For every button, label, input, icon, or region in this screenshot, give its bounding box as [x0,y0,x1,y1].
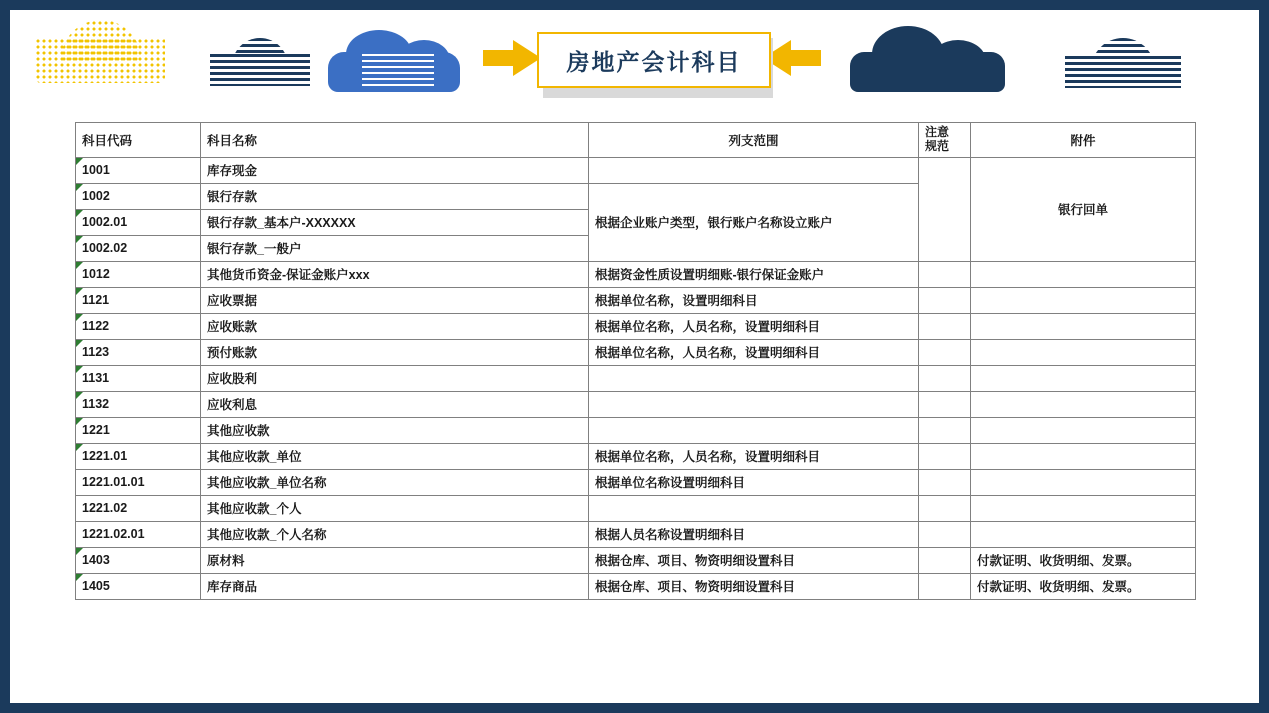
cell-scope: 根据单位名称设置明细科目 [589,469,919,495]
cell-name: 应收股利 [201,365,589,391]
table-row [76,547,1196,573]
cell-note [919,313,971,339]
cell-name: 其他货币资金-保证金账户xxx [201,261,589,287]
cell-code: 1132 [76,391,201,417]
cell-attachment: 付款证明、收货明细、发票。 [971,547,1196,573]
account-table-container [75,122,1195,600]
dotted-cloud-icon [35,20,165,85]
cell-scope: 根据单位名称，人员名称，设置明细科目 [589,313,919,339]
title-box [537,32,771,88]
cell-attachment [971,287,1196,313]
cell-code: 1131 [76,365,201,391]
cell-attachment [971,339,1196,365]
cell-name: 预付账款 [201,339,589,365]
table-row [76,495,1196,521]
cell-code: 1002.02 [76,235,201,261]
cell-scope: 根据仓库、项目、物资明细设置科目 [589,547,919,573]
cell-name: 应收账款 [201,313,589,339]
cell-attachment [971,313,1196,339]
cell-name: 应收利息 [201,391,589,417]
cell-attachment-bank: 银行回单 [971,157,1196,261]
table-row [76,287,1196,313]
striped-cloud-icon-left [210,38,310,86]
cell-scope: 根据人员名称设置明细科目 [589,521,919,547]
cell-scope: 根据单位名称，设置明细科目 [589,287,919,313]
table-row [76,391,1196,417]
cell-name: 应收票据 [201,287,589,313]
cell-code: 1221.02 [76,495,201,521]
cell-note [919,365,971,391]
cell-note [919,469,971,495]
header-note-line2: 规范 [925,138,950,153]
cell-attachment [971,417,1196,443]
header-note-line1: 注意 [925,125,950,139]
cell-code: 1001 [76,157,201,183]
cell-name: 银行存款_一般户 [201,235,589,261]
slide-inner [10,10,1259,703]
header-name: 科目名称 [201,123,589,158]
table-row [76,443,1196,469]
striped-cloud-icon-right [1065,38,1181,88]
cell-name: 原材料 [201,547,589,573]
table-row [76,417,1196,443]
cell-scope [589,417,919,443]
cell-name: 银行存款 [201,183,589,209]
cell-note [919,339,971,365]
cell-code: 1122 [76,313,201,339]
table-header-row [76,123,1196,158]
cell-note [919,495,971,521]
page-title: 房地产会计科目 [566,48,742,75]
cell-scope-bank: 根据企业账户类型，银行账户名称设立账户 [589,183,919,261]
header-attachment: 附件 [971,123,1196,158]
cell-code: 1002.01 [76,209,201,235]
blue-cloud-icon [328,30,460,92]
cell-name: 其他应收款_单位名称 [201,469,589,495]
cell-scope [589,365,919,391]
cell-note [919,547,971,573]
cell-attachment [971,495,1196,521]
table-row [76,261,1196,287]
cell-note [919,521,971,547]
cell-code: 1123 [76,339,201,365]
cell-note [919,443,971,469]
cell-code: 1405 [76,573,201,599]
cell-note [919,261,971,287]
table-row [76,469,1196,495]
header-scope: 列支范围 [589,123,919,158]
table-row [76,365,1196,391]
cell-note [919,157,971,261]
table-row [76,157,1196,183]
table-row [76,573,1196,599]
cell-attachment [971,365,1196,391]
table-row [76,521,1196,547]
header-note [919,123,971,158]
cell-attachment [971,443,1196,469]
cell-name: 库存商品 [201,573,589,599]
cell-attachment [971,469,1196,495]
cell-scope [589,391,919,417]
cell-note [919,391,971,417]
cell-name: 其他应收款 [201,417,589,443]
cell-code: 1221.01.01 [76,469,201,495]
cell-name: 其他应收款_个人名称 [201,521,589,547]
cell-code: 1221 [76,417,201,443]
cell-attachment: 付款证明、收货明细、发票。 [971,573,1196,599]
cell-note [919,417,971,443]
cell-code: 1403 [76,547,201,573]
cell-code: 1221.02.01 [76,521,201,547]
arrow-right-pointing-icon [483,38,543,78]
cell-name: 库存现金 [201,157,589,183]
cell-scope [589,157,919,183]
table-row [76,339,1196,365]
cell-attachment [971,261,1196,287]
cell-attachment [971,391,1196,417]
account-subject-table [75,122,1196,600]
cell-code: 1002 [76,183,201,209]
cell-code: 1012 [76,261,201,287]
header-code: 科目代码 [76,123,201,158]
cell-scope: 根据单位名称，人员名称，设置明细科目 [589,443,919,469]
title-banner [465,22,835,94]
table-row [76,313,1196,339]
cell-scope [589,495,919,521]
cell-code: 1121 [76,287,201,313]
cell-scope: 根据单位名称，人员名称，设置明细科目 [589,339,919,365]
cell-code: 1221.01 [76,443,201,469]
cell-name: 银行存款_基本户-XXXXXX [201,209,589,235]
cell-note [919,287,971,313]
header-decoration-band [10,10,1259,105]
cell-attachment [971,521,1196,547]
cell-scope: 根据资金性质设置明细账-银行保证金账户 [589,261,919,287]
cell-scope: 根据仓库、项目、物资明细设置科目 [589,573,919,599]
navy-cloud-icon [850,26,1005,92]
cell-name: 其他应收款_个人 [201,495,589,521]
cell-note [919,573,971,599]
cell-name: 其他应收款_单位 [201,443,589,469]
